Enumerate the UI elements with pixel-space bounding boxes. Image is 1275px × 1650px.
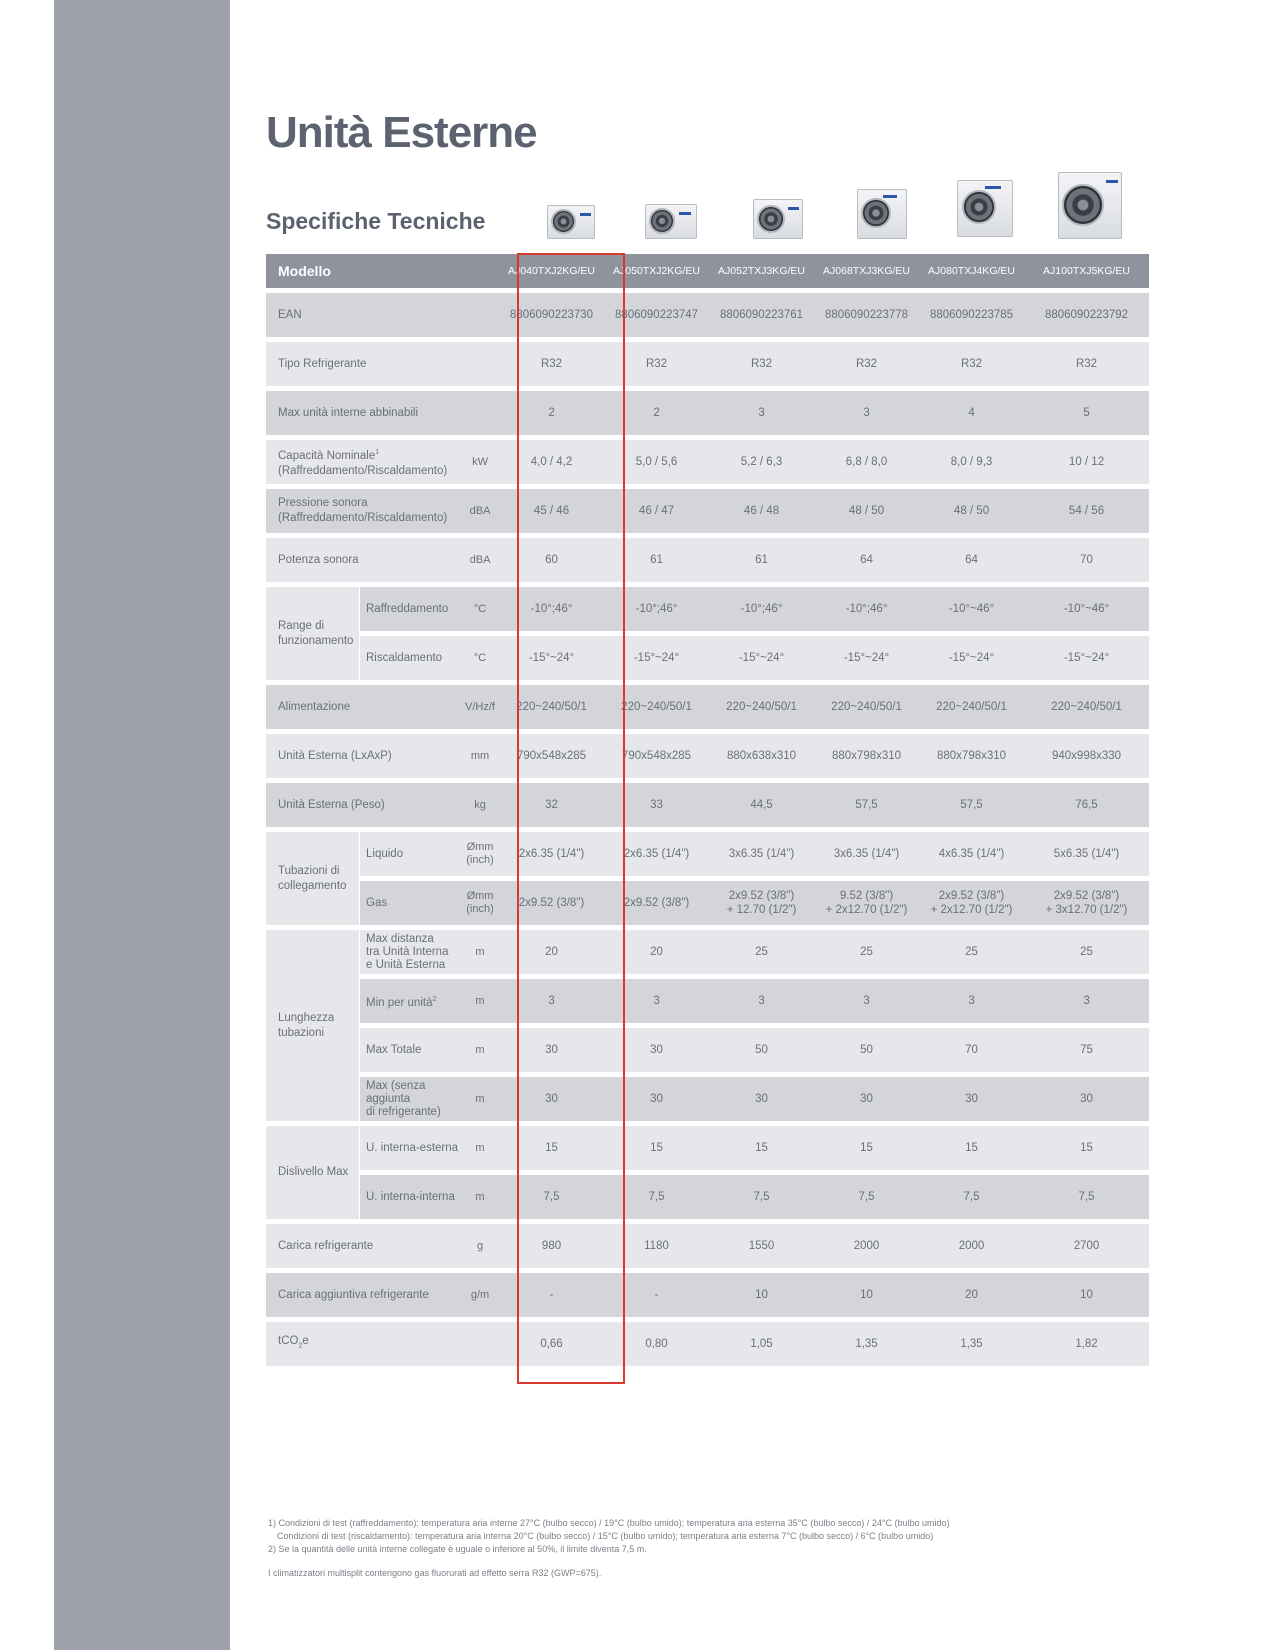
table-cell: 57,5	[919, 778, 1024, 827]
table-cell: 2	[604, 386, 709, 435]
table-cell: 790x548x285	[499, 729, 604, 778]
table-cell: 48 / 50	[814, 484, 919, 533]
table-cell: 5	[1024, 386, 1149, 435]
table-cell: 30	[709, 1072, 814, 1121]
table-cell: 1,05	[709, 1317, 814, 1366]
table-cell: 3	[814, 974, 919, 1023]
row-label-line: (Raffreddamento/Riscaldamento)	[278, 512, 448, 524]
table-cell: -	[499, 1268, 604, 1317]
table-cell: 980	[499, 1219, 604, 1268]
row-unit: °C	[461, 631, 499, 680]
table-cell: 7,5	[814, 1170, 919, 1219]
table-cell: 75	[1024, 1023, 1149, 1072]
table-cell: 4	[919, 386, 1024, 435]
row-unit: m	[461, 1023, 499, 1072]
table-row	[266, 1317, 1149, 1366]
table-cell: 30	[499, 1023, 604, 1072]
row-unit: V/Hz/f	[461, 680, 499, 729]
table-row	[266, 1023, 1149, 1072]
table-cell: 0,80	[604, 1317, 709, 1366]
outdoor-unit-icon	[547, 205, 595, 239]
row-sublabel: U. interna-interna	[359, 1170, 461, 1219]
footnote-2: 2) Se la quantità delle unità interne collegate è uguale o inferiore al 50%, il limite diventa 7,5 m.	[268, 1544, 647, 1554]
table-cell: 10 / 12	[1024, 435, 1149, 484]
row-unit: g	[461, 1219, 499, 1268]
outdoor-unit-icon	[753, 199, 803, 239]
cell-line: 2x9.52 (3/8")	[623, 897, 690, 909]
table-cell: -10°;46°	[814, 582, 919, 631]
footnote-1: 1) Condizioni di test (raffreddamento): temperatura aria interne 27°C (bulbo secco) / 19°C (bulbo umido); temperatura aria esterna 35°C (bulbo secco) / 24°C (bulbo umido)	[268, 1518, 950, 1528]
table-cell: 2x6.35 (1/4")	[499, 827, 604, 876]
row-unit: g/m	[461, 1268, 499, 1317]
row-unit: dBA	[461, 484, 499, 533]
table-cell: 1180	[604, 1219, 709, 1268]
table-cell: 30	[1024, 1072, 1149, 1121]
row-unit: dBA	[461, 533, 499, 582]
row-label	[266, 1317, 499, 1366]
table-cell: 50	[814, 1023, 919, 1072]
row-label: EAN	[266, 288, 499, 337]
cell-line: 2x9.52 (3/8")	[728, 890, 795, 902]
table-cell: 20	[499, 925, 604, 974]
row-label-line: Pressione sonora	[278, 497, 368, 509]
outdoor-unit-icon	[857, 189, 907, 239]
table-row	[266, 1268, 1149, 1317]
table-cell: R32	[814, 337, 919, 386]
table-cell: 25	[1024, 925, 1149, 974]
unit-line: Ømm	[466, 841, 494, 853]
model-name: AJ100TXJ5KG/EU	[1024, 254, 1149, 288]
spec-table	[266, 254, 1149, 1366]
table-cell: -15°~24°	[814, 631, 919, 680]
table-cell: 15	[1024, 1121, 1149, 1170]
table-row	[266, 680, 1149, 729]
row-label: Unità Esterna (LxAxP)	[266, 729, 461, 778]
table-row	[266, 827, 1149, 876]
row-label: Potenza sonora	[266, 533, 461, 582]
table-cell: 25	[709, 925, 814, 974]
table-cell: 0,66	[499, 1317, 604, 1366]
table-row	[266, 288, 1149, 337]
table-cell: 3	[814, 386, 919, 435]
table-cell: 2000	[919, 1219, 1024, 1268]
table-cell: 15	[604, 1121, 709, 1170]
row-unit	[461, 827, 499, 876]
outdoor-unit-icon	[957, 180, 1013, 237]
row-unit: m	[461, 1121, 499, 1170]
table-cell: 880x638x310	[709, 729, 814, 778]
cell-line: + 3x12.70 (1/2")	[1045, 904, 1128, 916]
table-cell: R32	[919, 337, 1024, 386]
table-row	[266, 1121, 1149, 1170]
table-cell: R32	[604, 337, 709, 386]
table-cell: 3	[604, 974, 709, 1023]
row-sublabel	[359, 925, 461, 974]
table-row	[266, 631, 1149, 680]
row-sublabel: U. interna-esterna	[359, 1121, 461, 1170]
table-cell: -15°~24°	[1024, 631, 1149, 680]
table-cell: 3x6.35 (1/4")	[814, 827, 919, 876]
table-cell: -10°;46°	[709, 582, 814, 631]
table-cell: 61	[604, 533, 709, 582]
table-cell	[604, 876, 709, 925]
table-row	[266, 435, 1149, 484]
table-cell: 2700	[1024, 1219, 1149, 1268]
row-sublabel: Max Totale	[359, 1023, 461, 1072]
model-name: AJ052TXJ3KG/EU	[709, 254, 814, 288]
row-unit	[461, 876, 499, 925]
table-cell: -15°~24°	[709, 631, 814, 680]
gas-note: I climatizzatori multisplit contengono gas fluorurati ad effetto serra R32 (GWP=675).	[268, 1568, 602, 1578]
table-cell: 30	[604, 1072, 709, 1121]
table-cell: 25	[814, 925, 919, 974]
row-label: Tipo Refrigerante	[266, 337, 499, 386]
table-cell: 3	[1024, 974, 1149, 1023]
unit-line: Ømm	[466, 890, 494, 902]
table-cell: -	[604, 1268, 709, 1317]
cell-line: + 2x12.70 (1/2")	[930, 904, 1013, 916]
table-cell: 8806090223785	[919, 288, 1024, 337]
table-cell: 30	[604, 1023, 709, 1072]
table-cell: 15	[814, 1121, 919, 1170]
table-cell: 5,2 / 6,3	[709, 435, 814, 484]
table-cell: 5,0 / 5,6	[604, 435, 709, 484]
table-cell: 15	[709, 1121, 814, 1170]
sidebar-band	[54, 0, 230, 1650]
footnote-1-continued: Condizioni di test (riscaldamento): temperatura aria interna 20°C (bulbo secco) / 15°C (bulbo umido); temperatura aria esterna 7°C (bulbo secco) / 6°C (bulbo umido)	[277, 1531, 934, 1541]
table-cell: 3	[709, 974, 814, 1023]
cell-line: 9.52 (3/8")	[839, 890, 894, 902]
table-cell: 4,0 / 4,2	[499, 435, 604, 484]
row-unit: m	[461, 1072, 499, 1121]
table-cell: 10	[1024, 1268, 1149, 1317]
row-unit: kg	[461, 778, 499, 827]
row-label: Unità Esterna (Peso)	[266, 778, 461, 827]
table-cell: 1,35	[919, 1317, 1024, 1366]
row-unit: mm	[461, 729, 499, 778]
table-cell	[499, 876, 604, 925]
table-cell: 2000	[814, 1219, 919, 1268]
table-cell: 8806090223778	[814, 288, 919, 337]
table-cell: 48 / 50	[919, 484, 1024, 533]
table-cell: 1,35	[814, 1317, 919, 1366]
table-cell: 8806090223761	[709, 288, 814, 337]
table-cell: 8,0 / 9,3	[919, 435, 1024, 484]
table-cell: 7,5	[1024, 1170, 1149, 1219]
table-cell: 3	[499, 974, 604, 1023]
table-cell: 2x6.35 (1/4")	[604, 827, 709, 876]
unit-line: (inch)	[466, 903, 494, 915]
table-cell	[1024, 876, 1149, 925]
row-unit: °C	[461, 582, 499, 631]
table-row	[266, 337, 1149, 386]
label-line: tra Unità Interna	[366, 945, 449, 958]
table-cell: -15°~24°	[919, 631, 1024, 680]
table-cell: R32	[709, 337, 814, 386]
footnotes	[268, 1517, 950, 1580]
cell-line: 2x9.52 (3/8")	[518, 897, 585, 909]
row-label: Carica refrigerante	[266, 1219, 461, 1268]
table-cell: 30	[919, 1072, 1024, 1121]
table-cell: 32	[499, 778, 604, 827]
table-cell: 7,5	[499, 1170, 604, 1219]
row-unit: kW	[461, 435, 499, 484]
label-line: Min per unità	[366, 996, 433, 1009]
row-unit: m	[461, 974, 499, 1023]
row-unit: m	[461, 1170, 499, 1219]
page-title: Unità Esterne	[266, 108, 537, 157]
table-cell: 76,5	[1024, 778, 1149, 827]
table-cell: -10°~46°	[919, 582, 1024, 631]
label-part: tCO	[278, 1335, 299, 1348]
table-cell: 54 / 56	[1024, 484, 1149, 533]
row-group-label: Dislivello Max	[266, 1121, 359, 1219]
table-row	[266, 974, 1149, 1023]
row-sublabel	[359, 1072, 461, 1121]
row-group-label: Lunghezza tubazioni	[266, 925, 359, 1121]
table-cell: 30	[814, 1072, 919, 1121]
table-cell: 10	[814, 1268, 919, 1317]
table-cell: 70	[1024, 533, 1149, 582]
table-cell: 790x548x285	[604, 729, 709, 778]
table-cell: 46 / 47	[604, 484, 709, 533]
cell-line: + 2x12.70 (1/2")	[825, 904, 908, 916]
label-part: e	[302, 1335, 309, 1348]
table-cell: 60	[499, 533, 604, 582]
row-sublabel: Liquido	[359, 827, 461, 876]
table-cell: 30	[499, 1072, 604, 1121]
table-cell: -10°~46°	[1024, 582, 1149, 631]
table-row	[266, 484, 1149, 533]
row-label: Max unità interne abbinabili	[266, 386, 499, 435]
table-cell: 6,8 / 8,0	[814, 435, 919, 484]
model-header-label: Modello	[266, 254, 499, 288]
table-row	[266, 1072, 1149, 1121]
table-cell	[919, 876, 1024, 925]
table-cell: 1550	[709, 1219, 814, 1268]
row-unit: m	[461, 925, 499, 974]
row-group-label: Tubazioni di collegamento	[266, 827, 359, 925]
table-cell: 15	[919, 1121, 1024, 1170]
table-row	[266, 386, 1149, 435]
label-line: Max distanza	[366, 932, 434, 945]
model-name: AJ040TXJ2KG/EU	[499, 254, 604, 288]
row-sublabel: Gas	[359, 876, 461, 925]
footnote-marker: 1	[375, 449, 380, 457]
table-cell: 46 / 48	[709, 484, 814, 533]
footnote-marker: 2	[432, 995, 437, 1003]
table-cell: 7,5	[709, 1170, 814, 1219]
table-cell: 33	[604, 778, 709, 827]
model-name: AJ068TXJ3KG/EU	[814, 254, 919, 288]
cell-line: 2x9.52 (3/8")	[938, 890, 1005, 902]
table-cell	[709, 876, 814, 925]
table-cell: -10°;46°	[499, 582, 604, 631]
table-cell: 220~240/50/1	[709, 680, 814, 729]
model-name: AJ050TXJ2KG/EU	[604, 254, 709, 288]
table-cell: 10	[709, 1268, 814, 1317]
cell-line: + 12.70 (1/2")	[726, 904, 797, 916]
table-cell: 7,5	[919, 1170, 1024, 1219]
table-cell: -10°;46°	[604, 582, 709, 631]
table-cell: 220~240/50/1	[814, 680, 919, 729]
table-cell: 2	[499, 386, 604, 435]
table-cell: 20	[919, 1268, 1024, 1317]
label-line: e Unità Esterna	[366, 958, 446, 971]
outdoor-unit-icon	[1058, 172, 1122, 239]
table-cell: 44,5	[709, 778, 814, 827]
table-cell: 940x998x330	[1024, 729, 1149, 778]
label-line: di refrigerante)	[366, 1105, 441, 1118]
model-name: AJ080TXJ4KG/EU	[919, 254, 1024, 288]
table-cell: 3	[919, 974, 1024, 1023]
table-cell: 1,82	[1024, 1317, 1149, 1366]
table-cell: 4x6.35 (1/4")	[919, 827, 1024, 876]
table-cell: 15	[499, 1121, 604, 1170]
table-cell: R32	[499, 337, 604, 386]
table-cell: 5x6.35 (1/4")	[1024, 827, 1149, 876]
row-label: Alimentazione	[266, 680, 461, 729]
table-cell: 3	[709, 386, 814, 435]
table-row	[266, 582, 1149, 631]
row-sublabel	[359, 974, 461, 1023]
table-cell: 50	[709, 1023, 814, 1072]
table-cell: 64	[919, 533, 1024, 582]
row-label-line: Capacità Nominale	[278, 449, 376, 462]
row-sublabel: Riscaldamento	[359, 631, 461, 680]
label-subscript: 2	[298, 1342, 303, 1350]
table-row	[266, 533, 1149, 582]
table-cell: 57,5	[814, 778, 919, 827]
table-cell	[814, 876, 919, 925]
table-cell: 70	[919, 1023, 1024, 1072]
label-line: Max (senza aggiunta	[366, 1079, 426, 1105]
row-label	[266, 435, 461, 484]
table-cell: 25	[919, 925, 1024, 974]
table-cell: 3x6.35 (1/4")	[709, 827, 814, 876]
cell-line: 2x9.52 (3/8")	[1053, 890, 1120, 902]
table-row	[266, 1219, 1149, 1268]
table-header-row	[266, 254, 1149, 288]
table-row	[266, 1170, 1149, 1219]
table-cell: 8806090223747	[604, 288, 709, 337]
table-row	[266, 778, 1149, 827]
row-label: Carica aggiuntiva refrigerante	[266, 1268, 461, 1317]
table-cell: 220~240/50/1	[604, 680, 709, 729]
table-cell: -15°~24°	[604, 631, 709, 680]
table-cell: 8806090223792	[1024, 288, 1149, 337]
table-row	[266, 925, 1149, 974]
table-cell: 45 / 46	[499, 484, 604, 533]
table-cell: 880x798x310	[814, 729, 919, 778]
page-subtitle: Specifiche Tecniche	[266, 208, 486, 234]
table-cell: 20	[604, 925, 709, 974]
table-row	[266, 876, 1149, 925]
table-row	[266, 729, 1149, 778]
table-cell: 880x798x310	[919, 729, 1024, 778]
table-cell: 220~240/50/1	[1024, 680, 1149, 729]
table-cell: 61	[709, 533, 814, 582]
row-sublabel: Raffreddamento	[359, 582, 461, 631]
table-cell: 64	[814, 533, 919, 582]
table-cell: 220~240/50/1	[919, 680, 1024, 729]
row-label	[266, 484, 461, 533]
row-label-line: (Raffreddamento/Riscaldamento)	[278, 464, 448, 477]
table-cell: 8806090223730	[499, 288, 604, 337]
outdoor-unit-icon	[645, 204, 697, 239]
table-cell: 220~240/50/1	[499, 680, 604, 729]
unit-line: (inch)	[466, 854, 494, 866]
table-cell: R32	[1024, 337, 1149, 386]
row-group-label: Range di funzionamento	[266, 582, 359, 680]
table-cell: 7,5	[604, 1170, 709, 1219]
table-cell: -15°~24°	[499, 631, 604, 680]
